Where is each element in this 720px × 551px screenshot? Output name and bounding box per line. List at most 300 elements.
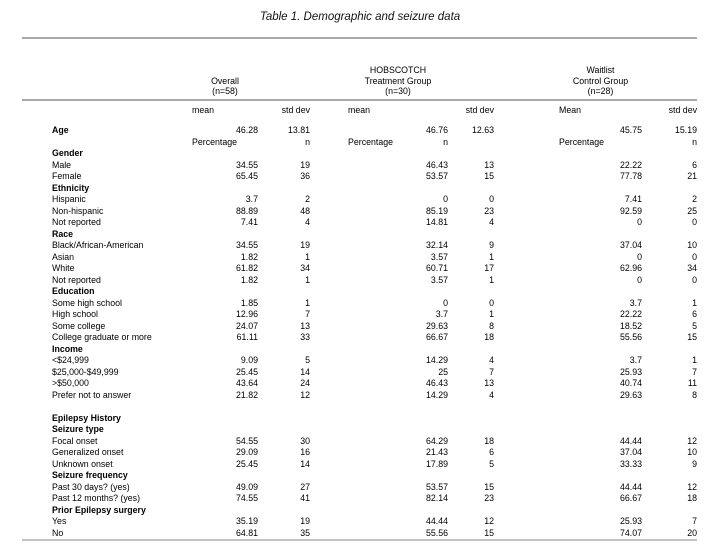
cell-waitlist-pct: 62.96 bbox=[619, 263, 642, 273]
gap-cell bbox=[310, 355, 348, 367]
gap-cell bbox=[310, 332, 348, 344]
cell-waitlist-pct bbox=[559, 344, 642, 356]
gap-cell bbox=[310, 252, 348, 264]
cell-overall-pct: 1.82 bbox=[240, 251, 258, 262]
row-label: Ethnicity bbox=[52, 182, 90, 193]
cell-hobscotch-pct bbox=[348, 344, 448, 356]
cell-hobscotch-pct bbox=[348, 413, 448, 425]
gap-cell bbox=[494, 413, 559, 425]
table-row bbox=[22, 390, 697, 402]
cell-waitlist-pct: 3.7 bbox=[629, 355, 642, 365]
cell-overall-n: 5 bbox=[305, 355, 310, 365]
row-label: Prefer not to answer bbox=[52, 389, 132, 400]
table-row bbox=[22, 275, 697, 287]
cell-overall-n: 19 bbox=[300, 159, 310, 170]
cell-waitlist-n: 10 bbox=[687, 447, 697, 457]
row-label: Gender bbox=[52, 148, 83, 158]
row-label: Seizure frequency bbox=[52, 470, 128, 480]
cell-hobscotch-n: 18 bbox=[484, 332, 494, 342]
cell-overall-n: 48 bbox=[300, 205, 310, 216]
gap-cell bbox=[494, 194, 559, 206]
row-label: No bbox=[52, 527, 64, 538]
group-hobscotch-line3: (n=30) bbox=[385, 86, 411, 97]
group-header-spacer bbox=[22, 38, 192, 100]
cell-waitlist-n bbox=[642, 344, 697, 356]
cell-overall-n: 14 bbox=[300, 458, 310, 469]
cell-hobscotch-pct: 46.76 bbox=[425, 125, 448, 135]
demographics-table bbox=[22, 37, 697, 541]
table-row bbox=[22, 516, 697, 528]
row-label: Black/African-American bbox=[52, 240, 144, 250]
group-waitlist-line1: Waitlist bbox=[586, 65, 615, 76]
gap-cell bbox=[494, 355, 559, 367]
cell-overall-pct: 21.82 bbox=[235, 389, 258, 400]
cell-overall-pct: 3.7 bbox=[245, 194, 258, 204]
cell-waitlist-pct: 74.07 bbox=[619, 527, 642, 538]
header-overall-pct: Percentage bbox=[192, 136, 237, 147]
group-waitlist-line2: Control Group bbox=[572, 75, 629, 86]
table-row bbox=[22, 447, 697, 459]
row-label: $25,000-$49,999 bbox=[52, 366, 119, 377]
cell-overall-pct: 12.96 bbox=[235, 309, 258, 319]
cell-hobscotch-pct bbox=[348, 286, 448, 298]
cell-hobscotch-n: 1 bbox=[489, 251, 494, 262]
row-label: High school bbox=[52, 309, 98, 319]
cell-waitlist-n: 0 bbox=[692, 274, 697, 285]
cell-hobscotch-n: 6 bbox=[489, 447, 494, 457]
cell-waitlist-pct: 18.52 bbox=[619, 320, 642, 331]
cell-overall-n: 1 bbox=[305, 274, 310, 285]
cell-overall-n bbox=[258, 344, 310, 356]
cell-overall-n bbox=[258, 229, 310, 241]
cell-hobscotch-n: 4 bbox=[489, 355, 494, 365]
row-label: Non-hispanic bbox=[52, 205, 104, 216]
cell-hobscotch-pct bbox=[348, 229, 448, 241]
cell-waitlist-n: 1 bbox=[692, 355, 697, 365]
gap-cell bbox=[310, 367, 348, 379]
row-label: Epilepsy History bbox=[52, 412, 121, 423]
table-row bbox=[22, 493, 697, 505]
gap-cell bbox=[310, 482, 348, 494]
table-row bbox=[22, 240, 697, 252]
cell-hobscotch-pct: 85.19 bbox=[425, 205, 448, 216]
gap-cell bbox=[494, 378, 559, 390]
cell-overall-pct: 34.55 bbox=[235, 159, 258, 170]
row-label: College graduate or more bbox=[52, 332, 152, 342]
group-waitlist-line3: (n=28) bbox=[587, 86, 614, 97]
cell-hobscotch-pct bbox=[348, 505, 448, 517]
gap-cell bbox=[310, 275, 348, 287]
cell-waitlist-pct: 22.22 bbox=[619, 309, 642, 319]
gap-cell bbox=[494, 137, 559, 149]
cell-hobscotch-n: 8 bbox=[489, 320, 494, 331]
gap-cell bbox=[310, 470, 348, 482]
table-row bbox=[22, 206, 697, 218]
cell-waitlist-pct: 25.93 bbox=[619, 516, 642, 526]
cell-hobscotch-n: 4 bbox=[489, 389, 494, 400]
row-label: >$50,000 bbox=[52, 378, 89, 388]
cell-hobscotch-n bbox=[448, 229, 494, 241]
cell-waitlist-pct: 45.75 bbox=[619, 125, 642, 135]
cell-overall-pct bbox=[192, 229, 258, 241]
gap-cell bbox=[310, 171, 348, 183]
row-label: Some college bbox=[52, 320, 106, 331]
cell-waitlist-pct: 37.04 bbox=[619, 240, 642, 250]
cell-waitlist-n: 18 bbox=[687, 493, 697, 503]
cell-waitlist-n: 11 bbox=[687, 378, 697, 388]
cell-overall-n: 7 bbox=[305, 309, 310, 319]
cell-hobscotch-pct: 53.57 bbox=[425, 481, 448, 492]
gap-cell bbox=[494, 160, 559, 172]
cell-waitlist-pct: 55.56 bbox=[619, 332, 642, 342]
table-row bbox=[22, 436, 697, 448]
cell-hobscotch-n: 0 bbox=[489, 194, 494, 204]
gap-cell bbox=[310, 137, 348, 149]
row-label: Hispanic bbox=[52, 194, 86, 204]
cell-hobscotch-n: 18 bbox=[484, 435, 494, 446]
cell-overall-pct: 25.45 bbox=[235, 366, 258, 377]
cell-waitlist-pct: 29.63 bbox=[619, 389, 642, 400]
cell-hobscotch-pct: 32.14 bbox=[425, 240, 448, 250]
cell-waitlist-n: 1 bbox=[692, 297, 697, 308]
gap-cell bbox=[310, 493, 348, 505]
cell-overall-n: 19 bbox=[300, 240, 310, 250]
gap-cell bbox=[494, 298, 559, 310]
gap-cell bbox=[494, 286, 559, 298]
cell-overall-n: 1 bbox=[305, 297, 310, 308]
cell-waitlist-n: 6 bbox=[692, 309, 697, 319]
group-overall-line2: (n=58) bbox=[212, 86, 238, 97]
cell-hobscotch-pct: 66.67 bbox=[425, 332, 448, 342]
header-hobscotch-mean: mean bbox=[348, 100, 448, 125]
table-row bbox=[22, 367, 697, 379]
header-waitlist-mean: Mean bbox=[559, 100, 642, 125]
row-label: Prior Epilepsy surgery bbox=[52, 504, 146, 515]
gap-cell bbox=[310, 459, 348, 471]
cell-hobscotch-n: 0 bbox=[489, 297, 494, 308]
cell-hobscotch-n: 15 bbox=[484, 527, 494, 538]
cell-waitlist-pct: 0 bbox=[637, 217, 642, 227]
table-row bbox=[22, 309, 697, 321]
header-overall-n: n bbox=[305, 136, 310, 147]
header-overall-sd: std dev bbox=[258, 100, 310, 125]
cell-waitlist-n: 20 bbox=[687, 527, 697, 538]
gap-cell bbox=[310, 206, 348, 218]
cell-hobscotch-pct: 82.14 bbox=[425, 493, 448, 503]
cell-overall-pct: 74.55 bbox=[235, 493, 258, 503]
cell-waitlist-n: 2 bbox=[692, 194, 697, 204]
cell-waitlist-pct: 77.78 bbox=[619, 171, 642, 181]
stat-header-row bbox=[22, 100, 697, 125]
cell-overall-pct bbox=[192, 286, 258, 298]
gap-cell bbox=[310, 309, 348, 321]
cell-waitlist-pct: 92.59 bbox=[619, 205, 642, 216]
cell-overall-n: 19 bbox=[300, 516, 310, 526]
gap-cell bbox=[494, 332, 559, 344]
cell-overall-pct: 9.09 bbox=[240, 355, 258, 365]
gap-cell bbox=[494, 217, 559, 229]
gap-cell bbox=[310, 229, 348, 241]
gap-cell bbox=[494, 367, 559, 379]
spacer-cell bbox=[22, 401, 697, 413]
cell-overall-pct: 61.11 bbox=[236, 332, 258, 342]
table-row bbox=[22, 298, 697, 310]
cell-overall-n: 35 bbox=[300, 527, 310, 538]
cell-overall-n: 2 bbox=[305, 194, 310, 204]
cell-hobscotch-n bbox=[448, 505, 494, 517]
cell-waitlist-n: 21 bbox=[687, 171, 697, 181]
header-waitlist-n: n bbox=[692, 136, 697, 147]
cell-hobscotch-pct: 0 bbox=[443, 194, 448, 204]
cell-waitlist-pct bbox=[559, 505, 642, 517]
row-label: Not reported bbox=[52, 274, 101, 285]
cell-overall-pct: 64.81 bbox=[235, 527, 258, 538]
gap-cell bbox=[494, 424, 559, 436]
cell-overall-pct: 35.19 bbox=[235, 516, 258, 526]
cell-hobscotch-n: 23 bbox=[484, 205, 494, 216]
cell-waitlist-pct bbox=[559, 183, 642, 195]
row-label: Asian bbox=[52, 251, 75, 262]
group-header-waitlist bbox=[559, 38, 642, 100]
cell-hobscotch-n bbox=[448, 183, 494, 195]
gap-cell bbox=[310, 286, 348, 298]
group-hobscotch-line1: HOBSCOTCH bbox=[369, 65, 427, 76]
row-label: Not reported bbox=[52, 217, 101, 227]
cell-hobscotch-n bbox=[448, 148, 494, 160]
cell-waitlist-n: 9 bbox=[692, 458, 697, 469]
cell-hobscotch-n: 5 bbox=[489, 458, 494, 469]
cell-hobscotch-pct: 21.43 bbox=[425, 447, 448, 457]
gap-cell bbox=[310, 183, 348, 195]
cell-hobscotch-pct: 25 bbox=[438, 366, 448, 377]
group-hobscotch-line2: Treatment Group bbox=[364, 75, 432, 86]
cell-waitlist-n bbox=[642, 183, 697, 195]
gap-cell bbox=[310, 344, 348, 356]
gap-cell bbox=[494, 482, 559, 494]
cell-waitlist-n bbox=[642, 229, 697, 241]
gap-cell bbox=[494, 275, 559, 287]
cell-overall-n: 36 bbox=[300, 171, 310, 181]
table-row bbox=[22, 378, 697, 390]
cell-hobscotch-n: 9 bbox=[489, 240, 494, 250]
section-row bbox=[22, 148, 697, 160]
table-row bbox=[22, 125, 697, 137]
row-label: Income bbox=[52, 343, 83, 354]
group-overall-line1: Overall bbox=[211, 75, 239, 86]
gap-cell bbox=[494, 493, 559, 505]
table-row bbox=[22, 217, 697, 229]
gap-cell bbox=[494, 516, 559, 528]
cell-overall-pct bbox=[192, 424, 258, 436]
header-hobscotch-pct-n bbox=[348, 137, 448, 149]
table-row bbox=[22, 263, 697, 275]
gap-cell bbox=[494, 321, 559, 333]
cell-hobscotch-pct: 60.71 bbox=[425, 263, 448, 273]
row-label: Male bbox=[52, 159, 72, 170]
cell-waitlist-pct: 0 bbox=[637, 274, 642, 285]
table-row bbox=[22, 171, 697, 183]
cell-overall-n: 12 bbox=[300, 389, 310, 400]
row-label: Age bbox=[52, 125, 69, 135]
cell-hobscotch-pct bbox=[348, 424, 448, 436]
cell-waitlist-pct: 25.93 bbox=[619, 366, 642, 377]
section-row bbox=[22, 344, 697, 356]
percentage-header-row bbox=[22, 137, 697, 149]
cell-overall-pct: 49.09 bbox=[235, 481, 258, 492]
gap-cell bbox=[494, 263, 559, 275]
page bbox=[0, 11, 720, 551]
gap-cell bbox=[310, 217, 348, 229]
cell-overall-pct: 29.09 bbox=[235, 447, 258, 457]
gap-cell bbox=[494, 505, 559, 517]
cell-hobscotch-n: 15 bbox=[484, 481, 494, 492]
cell-overall-n bbox=[258, 413, 310, 425]
cell-overall-pct bbox=[192, 505, 258, 517]
gap-cell bbox=[310, 160, 348, 172]
section-row bbox=[22, 229, 697, 241]
cell-waitlist-pct bbox=[559, 470, 642, 482]
table-row bbox=[22, 194, 697, 206]
cell-overall-n: 16 bbox=[300, 447, 310, 457]
gap-cell bbox=[310, 321, 348, 333]
cell-waitlist-pct: 44.44 bbox=[619, 435, 642, 446]
row-label: White bbox=[52, 263, 75, 273]
gap-cell bbox=[494, 240, 559, 252]
cell-waitlist-pct bbox=[559, 424, 642, 436]
cell-hobscotch-pct bbox=[348, 183, 448, 195]
gap-cell bbox=[310, 516, 348, 528]
gap-cell bbox=[494, 171, 559, 183]
gap-cell bbox=[310, 528, 348, 541]
row-label: Some high school bbox=[52, 297, 122, 308]
table-row bbox=[22, 459, 697, 471]
cell-overall-pct: 1.85 bbox=[240, 297, 258, 308]
gap-cell bbox=[494, 390, 559, 402]
header-hobscotch-sd: std dev bbox=[448, 100, 494, 125]
gap-cell bbox=[310, 148, 348, 160]
gap-cell bbox=[494, 309, 559, 321]
row-label: Race bbox=[52, 228, 74, 239]
cell-waitlist-n: 8 bbox=[692, 389, 697, 400]
cell-overall-n bbox=[258, 148, 310, 160]
gap-cell bbox=[494, 470, 559, 482]
cell-hobscotch-n: 13 bbox=[484, 159, 494, 170]
cell-overall-n: 1 bbox=[305, 251, 310, 262]
cell-hobscotch-pct: 14.81 bbox=[425, 217, 448, 227]
cell-hobscotch-pct: 29.63 bbox=[425, 320, 448, 331]
cell-waitlist-n: 12 bbox=[687, 435, 697, 446]
cell-overall-pct: 61.82 bbox=[235, 263, 258, 273]
cell-waitlist-pct bbox=[559, 148, 642, 160]
cell-overall-n: 30 bbox=[300, 435, 310, 446]
gap-cell bbox=[494, 436, 559, 448]
table-row bbox=[22, 355, 697, 367]
cell-overall-pct: 88.89 bbox=[235, 205, 258, 216]
cell-hobscotch-n: 1 bbox=[489, 274, 494, 285]
cell-hobscotch-pct: 14.29 bbox=[425, 389, 448, 400]
table-title: Table 1. Demographic and seizure data bbox=[259, 11, 461, 23]
gap-cell bbox=[310, 194, 348, 206]
header-hobscotch-pct: Percentage bbox=[348, 136, 393, 147]
cell-hobscotch-pct: 46.43 bbox=[425, 159, 448, 170]
gap-cell bbox=[310, 263, 348, 275]
cell-overall-n: 41 bbox=[300, 493, 310, 503]
cell-waitlist-n: 6 bbox=[692, 159, 697, 170]
row-label: Unknown onset bbox=[52, 458, 113, 469]
gap-cell bbox=[494, 229, 559, 241]
cell-hobscotch-pct: 3.57 bbox=[430, 274, 448, 285]
gap-cell bbox=[448, 137, 494, 149]
header-waitlist-sd: std dev bbox=[642, 100, 697, 125]
cell-overall-pct bbox=[192, 413, 258, 425]
cell-hobscotch-pct: 46.43 bbox=[425, 378, 448, 388]
gap-cell bbox=[310, 447, 348, 459]
cell-hobscotch-pct: 3.7 bbox=[435, 309, 448, 319]
cell-hobscotch-n: 23 bbox=[484, 493, 494, 503]
section-row bbox=[22, 470, 697, 482]
cell-overall-n: 14 bbox=[300, 366, 310, 377]
gap-cell bbox=[310, 424, 348, 436]
cell-hobscotch-n bbox=[448, 413, 494, 425]
gap-cell bbox=[310, 413, 348, 425]
cell-hobscotch-pct: 53.57 bbox=[425, 171, 448, 181]
gap-cell bbox=[494, 344, 559, 356]
cell-waitlist-pct: 7.41 bbox=[624, 194, 642, 204]
cell-waitlist-n: 7 bbox=[692, 516, 697, 526]
cell-hobscotch-n bbox=[448, 344, 494, 356]
cell-waitlist-n bbox=[642, 505, 697, 517]
cell-waitlist-pct: 0 bbox=[637, 251, 642, 262]
cell-hobscotch-n: 7 bbox=[489, 366, 494, 377]
cell-overall-pct bbox=[192, 470, 258, 482]
cell-overall-n: 4 bbox=[305, 217, 310, 227]
cell-waitlist-pct: 22.22 bbox=[619, 159, 642, 170]
cell-overall-pct: 1.82 bbox=[240, 274, 258, 285]
cell-waitlist-n: 0 bbox=[692, 217, 697, 227]
cell-overall-pct: 7.41 bbox=[240, 217, 258, 227]
cell-waitlist-n bbox=[642, 148, 697, 160]
cell-hobscotch-n: 4 bbox=[489, 217, 494, 227]
gap-cell bbox=[494, 447, 559, 459]
cell-waitlist-pct: 44.44 bbox=[619, 481, 642, 492]
cell-waitlist-pct: 3.7 bbox=[629, 297, 642, 308]
cell-overall-pct: 46.28 bbox=[235, 125, 258, 135]
cell-overall-pct: 24.07 bbox=[235, 320, 258, 331]
cell-overall-n: 33 bbox=[300, 332, 310, 342]
gap-cell bbox=[494, 148, 559, 160]
cell-overall-pct bbox=[192, 183, 258, 195]
cell-hobscotch-n: 17 bbox=[484, 263, 494, 273]
cell-hobscotch-pct bbox=[348, 148, 448, 160]
cell-waitlist-pct: 33.33 bbox=[619, 458, 642, 469]
cell-waitlist-pct: 66.67 bbox=[619, 493, 642, 503]
row-label: <$24,999 bbox=[52, 355, 89, 365]
cell-waitlist-n: 15.19 bbox=[674, 125, 697, 135]
table-row bbox=[22, 160, 697, 172]
table-row bbox=[22, 332, 697, 344]
cell-overall-pct: 54.55 bbox=[235, 435, 258, 446]
gap-cell bbox=[494, 252, 559, 264]
table-row bbox=[22, 528, 697, 541]
cell-hobscotch-n: 13 bbox=[484, 378, 494, 388]
cell-hobscotch-pct: 0 bbox=[443, 297, 448, 308]
cell-overall-n: 27 bbox=[300, 481, 310, 492]
cell-hobscotch-n bbox=[448, 470, 494, 482]
cell-overall-n bbox=[258, 505, 310, 517]
gap-cell bbox=[310, 436, 348, 448]
gap-cell bbox=[310, 378, 348, 390]
gap-cell bbox=[494, 459, 559, 471]
